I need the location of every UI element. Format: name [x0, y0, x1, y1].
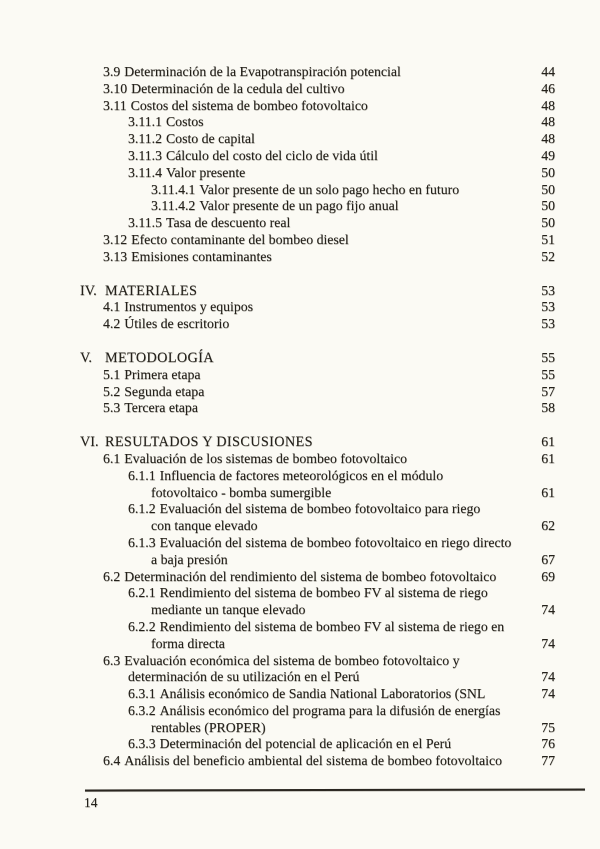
toc-section-title: MATERIALES	[105, 282, 198, 299]
toc-entry-title: Tasa de descuento real	[165, 215, 291, 231]
toc-entry-text	[80, 283, 197, 299]
toc-entry-title: Costo de capital	[165, 131, 255, 147]
toc-page-number: 61	[541, 450, 555, 466]
toc-entry-text	[128, 535, 511, 550]
toc-entry	[80, 669, 555, 686]
toc-page-number: 50	[541, 198, 555, 214]
toc-entry-number: 6.1.2	[128, 501, 156, 517]
toc-entry	[80, 619, 555, 636]
toc-entry	[80, 182, 555, 199]
toc-entry-text	[151, 518, 258, 533]
toc-entry-text	[128, 669, 359, 684]
toc-entry-text	[103, 384, 204, 399]
toc-entry-number: 5.3	[103, 400, 121, 416]
toc-entry-title: con tanque elevado	[151, 518, 258, 534]
toc-entry	[80, 602, 555, 619]
toc-entry-number: 6.4	[103, 753, 121, 769]
toc-entry-text	[151, 552, 228, 567]
toc-page-number: 74	[541, 635, 555, 651]
toc-section-title: METODOLOGÍA	[105, 349, 214, 366]
toc-entry-title: Análisis económico del programa para la difusión de energías	[159, 702, 501, 718]
toc-entry-text	[151, 636, 225, 651]
toc-entry-number: 4.1	[103, 299, 121, 315]
toc-entry-title: Evaluación del sistema de bombeo fotovoltaico para riego	[159, 501, 481, 517]
toc-page-number: 44	[541, 64, 555, 79]
toc-entry-text	[128, 619, 504, 634]
toc-entry-text	[128, 148, 378, 163]
toc-entry-number: 3.11.4.1	[151, 181, 196, 197]
toc-entry	[80, 451, 555, 468]
toc-entry-title: Determinación de la Evapotranspiración potencial	[124, 64, 401, 79]
toc-entry	[80, 198, 555, 215]
toc-entry	[80, 736, 555, 753]
toc-entry-title: rentables (PROPER)	[151, 719, 266, 735]
toc-entry-title: Determinación de la cedula del cultivo	[131, 80, 345, 96]
toc-page-number: 50	[541, 181, 555, 197]
toc-entry-title: Segunda etapa	[124, 383, 205, 399]
toc-page-number: 53	[541, 316, 555, 332]
toc-entry-text	[128, 736, 451, 751]
toc-entry	[80, 485, 555, 502]
toc-page-number: 55	[541, 366, 555, 382]
toc-entry-text	[128, 468, 443, 483]
toc-entry-title: Efecto contaminante del bombeo diesel	[131, 231, 349, 247]
toc-entry	[80, 98, 555, 115]
toc-entry-title: fotovoltaico - bomba sumergible	[151, 484, 332, 500]
toc-page-number: 69	[541, 568, 555, 584]
toc-section-title: RESULTADOS Y DISCUSIONES	[105, 434, 313, 451]
toc-entry-number: 6.2	[103, 568, 121, 584]
toc-entry	[80, 114, 555, 131]
toc-entry-title: Costos del sistema de bombeo fotovoltaico	[130, 97, 368, 113]
toc-page-number: 50	[541, 215, 555, 231]
toc-entry-title: Rendimiento del sistema de bombeo FV al sistema de riego en	[159, 618, 505, 634]
toc-entry-title: Valor presente de un solo pago hecho en futuro	[199, 181, 460, 197]
page-number: 14	[84, 795, 98, 810]
toc-entry-text	[103, 232, 349, 247]
toc-entry-text	[103, 367, 200, 382]
toc-entry	[80, 569, 555, 586]
toc-entry-title: Emisiones contaminantes	[131, 248, 272, 264]
toc-entry-text	[103, 400, 198, 415]
toc-entry-title: Cálculo del costo del ciclo de vida útil	[165, 147, 378, 163]
toc-entry	[80, 299, 555, 316]
toc-page-number: 74	[541, 602, 555, 618]
toc-entry	[80, 81, 555, 98]
toc-entry	[80, 232, 555, 249]
toc-entry	[80, 636, 555, 653]
toc-page-number: 50	[541, 164, 555, 180]
toc-page-number: 61	[541, 434, 555, 450]
toc-page-number: 55	[541, 349, 555, 365]
toc-entry-text	[128, 501, 480, 516]
toc-entry-number: 3.9	[103, 64, 121, 79]
toc-entry-number: 5.1	[103, 366, 121, 382]
toc-entry-text	[103, 569, 496, 584]
toc-entry-number: 3.10	[103, 80, 128, 96]
toc-entry-title: determinación de su utilización en el Perú	[128, 669, 360, 685]
toc-entry-number: 5.2	[103, 383, 121, 399]
toc-entry-number: V.	[80, 349, 92, 366]
toc-entry	[80, 585, 555, 602]
toc-entry	[80, 131, 555, 148]
toc-entry-title: mediante un tanque elevado	[151, 602, 306, 618]
toc-section-heading	[80, 434, 555, 451]
footer-rule	[85, 788, 585, 791]
toc-entry-title: Útiles de escritorio	[124, 316, 230, 332]
toc-entry-title: Instrumentos y equipos	[124, 299, 254, 315]
toc-page-number: 52	[541, 248, 555, 264]
toc-entry	[80, 367, 555, 384]
toc-page-number: 74	[541, 669, 555, 685]
toc-entry-text	[128, 165, 245, 180]
toc-entry-title: a baja presión	[151, 551, 228, 567]
toc-entry-text	[103, 316, 229, 331]
toc-entry-title: forma directa	[151, 635, 225, 651]
toc-entry-number: 6.2.2	[128, 618, 156, 634]
toc-page-number: 48	[541, 97, 555, 113]
toc-entry	[80, 686, 555, 703]
toc-entry-text	[103, 299, 253, 314]
toc-entry-text	[151, 485, 331, 500]
toc-entry-number: IV.	[80, 282, 97, 299]
toc-entry-number: 4.2	[103, 316, 121, 332]
toc-entry	[80, 384, 555, 401]
toc-entry-text	[128, 131, 255, 146]
toc-entry-text	[151, 602, 305, 617]
toc-entry	[80, 468, 555, 485]
toc-entry	[80, 552, 555, 569]
toc-entry-text	[80, 434, 313, 450]
toc-page-number: 76	[541, 736, 555, 752]
toc-entry	[80, 703, 555, 720]
toc-entry-text	[128, 686, 485, 701]
toc-page-number: 53	[541, 282, 555, 298]
toc-entry-number: 3.11.1	[128, 114, 162, 130]
toc-entry-number: 6.2.1	[128, 585, 156, 601]
toc-entry-number: 6.1.1	[128, 467, 156, 483]
toc-entry-number: 3.12	[103, 231, 128, 247]
toc-page-number: 75	[541, 719, 555, 735]
toc-entry-number: 3.11.3	[128, 147, 162, 163]
toc-entry-number: 3.11	[103, 97, 127, 113]
toc-page-number: 51	[541, 231, 555, 247]
toc-entry-text	[103, 64, 401, 79]
toc-entry	[80, 501, 555, 518]
toc-entry-title: Determinación del potencial de aplicación en el Perú	[159, 736, 452, 752]
toc-entry-title: Análisis del beneficio ambiental del sistema de bombeo fotovoltaico	[124, 753, 503, 769]
toc-entry-number: 6.3	[103, 652, 121, 668]
toc-entry-title: Valor presente	[165, 164, 246, 180]
toc-entry-title: Costos	[165, 114, 204, 130]
toc-entry	[80, 215, 555, 232]
toc-entry-text	[103, 451, 407, 466]
toc-section-heading	[80, 283, 555, 300]
toc-entry-text	[103, 98, 368, 113]
toc-entry-text	[128, 215, 290, 230]
toc-entry-title: Determinación del rendimiento del sistema de bombeo fotovoltaico	[124, 568, 497, 584]
toc-entry	[80, 753, 555, 770]
toc-entry-text	[103, 81, 345, 96]
toc-entry	[80, 400, 555, 417]
toc-entry-number: 6.1.3	[128, 534, 156, 550]
toc-entry-number: 3.13	[103, 248, 128, 264]
toc-entry-text	[103, 249, 272, 264]
toc-entry-number: 6.3.1	[128, 686, 156, 702]
toc-entry-text	[128, 114, 204, 129]
toc-entry	[80, 518, 555, 535]
table-of-contents	[80, 64, 555, 770]
toc-page-number: 48	[541, 131, 555, 147]
toc-entry	[80, 535, 555, 552]
toc-entry	[80, 316, 555, 333]
toc-entry-text	[80, 350, 214, 366]
toc-page-number: 46	[541, 80, 555, 96]
toc-entry-text	[128, 585, 488, 600]
toc-entry-number: 6.1	[103, 450, 121, 466]
toc-entry-text	[103, 653, 460, 668]
toc-page-number: 62	[541, 518, 555, 534]
toc-entry-title: Evaluación económica del sistema de bombeo fotovoltaico y	[124, 652, 460, 668]
toc-entry-number: VI.	[80, 434, 99, 451]
toc-page-number: 58	[541, 400, 555, 416]
toc-entry	[80, 720, 555, 737]
toc-entry-number: 3.11.2	[128, 131, 162, 147]
toc-entry-title: Tercera etapa	[124, 400, 198, 416]
toc-page-number: 61	[541, 484, 555, 500]
toc-page-number: 77	[541, 753, 555, 769]
toc-entry	[80, 64, 555, 81]
toc-entry-title: Valor presente de un pago fijo anual	[199, 198, 399, 214]
toc-entry-title: Evaluación de los sistemas de bombeo fotovoltaico	[124, 450, 408, 466]
toc-entry-text	[151, 182, 459, 197]
toc-entry-number: 3.11.5	[128, 215, 162, 231]
toc-entry-title: Análisis económico de Sandia National Laboratorios (SNL	[159, 686, 486, 702]
toc-entry-number: 6.3.3	[128, 736, 156, 752]
toc-entry-title: Rendimiento del sistema de bombeo FV al sistema de riego	[159, 585, 488, 601]
toc-entry	[80, 148, 555, 165]
toc-page-number: 57	[541, 383, 555, 399]
toc-entry-text	[151, 720, 266, 735]
toc-entry-number: 6.3.2	[128, 702, 156, 718]
toc-entry-title: Primera etapa	[124, 366, 201, 382]
toc-page-number: 67	[541, 551, 555, 567]
toc-entry	[80, 653, 555, 670]
toc-entry-title: Evaluación del sistema de bombeo fotovoltaico en riego directo	[159, 534, 512, 550]
toc-entry-text	[128, 703, 500, 718]
toc-entry-text	[151, 198, 399, 213]
toc-page-number: 49	[541, 147, 555, 163]
toc-page-number: 48	[541, 114, 555, 130]
toc-entry	[80, 249, 555, 266]
toc-page-number: 53	[541, 299, 555, 315]
toc-entry-text	[103, 753, 502, 768]
toc-entry-number: 3.11.4.2	[151, 198, 196, 214]
toc-entry-number: 3.11.4	[128, 164, 162, 180]
toc-section-heading	[80, 350, 555, 367]
toc-page-number: 74	[541, 686, 555, 702]
toc-entry-title: Influencia de factores meteorológicos en el módulo	[159, 467, 444, 483]
toc-entry	[80, 165, 555, 182]
